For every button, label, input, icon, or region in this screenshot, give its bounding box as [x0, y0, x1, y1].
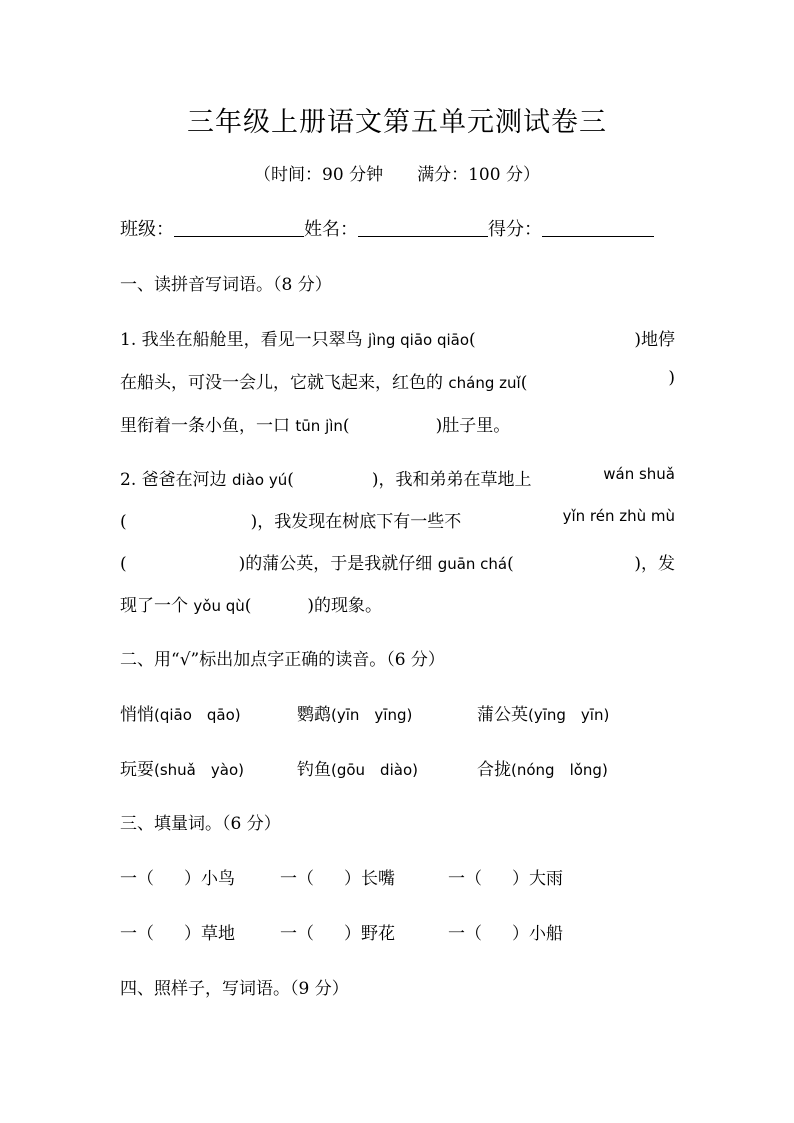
open-paren: ( — [520, 373, 528, 393]
section-1-heading: 一、读拼音写词语。（8 分） — [120, 275, 332, 295]
close-paren: ） — [344, 869, 361, 889]
open-paren: ( — [469, 330, 476, 350]
pinyin-options[interactable]: (yīng yīn) — [528, 706, 610, 724]
word: 钓鱼 — [297, 760, 331, 780]
open-paren: ( — [120, 554, 127, 574]
pinyin-options[interactable]: (yīn yīng) — [331, 706, 413, 724]
exam-meta — [0, 160, 794, 185]
prefix: 一（ — [280, 924, 314, 944]
pinyin-options[interactable]: (nóng lǒng) — [511, 761, 608, 779]
q1-text-e: )肚子里。 — [435, 416, 511, 436]
q2-text-g: )的现象。 — [307, 596, 383, 616]
pinyin-jing-qiao-qiao: jìng qiāo qiāo — [368, 331, 470, 349]
pinyin-chang-zui: cháng zuǐ — [448, 374, 521, 392]
close-paren: ） — [512, 924, 529, 944]
pinyin-options[interactable]: (shuǎ yào) — [154, 761, 244, 779]
q1-text-c: 在船头，可没一会儿，它就飞起来，红色的 — [120, 373, 449, 393]
section-4-heading: 四、照样子，写词语。（9 分） — [120, 979, 349, 999]
q2-line-4 — [120, 591, 382, 616]
page-title: 三年级上册语文第五单元测试卷三 — [187, 107, 607, 138]
q1-line-1 — [120, 325, 675, 350]
prefix: 一（ — [448, 869, 482, 889]
measure-word-item — [120, 919, 235, 944]
class-label: 班级： — [120, 219, 174, 240]
close-paren: ） — [184, 924, 201, 944]
name-label: 姓名： — [304, 219, 358, 240]
q2-line-3 — [120, 549, 675, 574]
q1-text-a: 1. 我坐在船舱里，看见一只翠鸟 — [120, 330, 369, 350]
q1-text-b: )地停 — [634, 330, 675, 350]
measure-word-item — [280, 864, 395, 889]
prefix: 一（ — [120, 869, 154, 889]
q2-text-b: )，我和弟弟在草地上 — [371, 470, 532, 490]
pinyin-yin-ren-zhu-mu: yǐn rén zhù mù — [562, 507, 675, 525]
word: 鹦鹉 — [297, 705, 331, 725]
section-2-heading: 二、用“√”标出加点字正确的读音。（6 分） — [120, 650, 445, 670]
pronunciation-item — [477, 700, 609, 725]
pinyin-you-qu: yǒu qù — [193, 597, 245, 615]
close-paren: ） — [184, 869, 201, 889]
prefix: 一（ — [280, 869, 314, 889]
prefix: 一（ — [448, 924, 482, 944]
pinyin-wan-shua: wán shuǎ — [603, 465, 675, 483]
class-blank[interactable] — [174, 218, 304, 237]
student-info-row — [120, 215, 654, 241]
pronunciation-item — [297, 700, 412, 725]
noun: 草地 — [201, 924, 235, 944]
q2-line-2 — [120, 507, 675, 532]
pronunciation-item — [477, 755, 608, 780]
pinyin-options[interactable]: (qiāo qāo) — [154, 706, 241, 724]
q2-text-c: )，我发现在树底下有一些不 — [250, 512, 462, 532]
word: 蒲公英 — [477, 705, 528, 725]
name-blank[interactable] — [358, 218, 488, 237]
pronunciation-item — [297, 755, 418, 780]
time-label: （时间：90 分钟 — [254, 165, 384, 185]
measure-word-item — [280, 919, 395, 944]
q2-line-1 — [120, 465, 675, 490]
open-paren: ( — [342, 416, 350, 436]
word: 合拢 — [477, 760, 511, 780]
full-score-label: 满分：100 分） — [417, 165, 540, 185]
close-paren: ） — [344, 924, 361, 944]
q1-line-3 — [120, 411, 510, 436]
noun: 小鸟 — [201, 869, 235, 889]
pronunciation-item — [120, 755, 244, 780]
close-paren: ） — [512, 869, 529, 889]
close-paren: ) — [668, 368, 675, 388]
noun: 大雨 — [529, 869, 563, 889]
score-blank[interactable] — [542, 218, 654, 237]
open-paren: ( — [507, 554, 514, 574]
measure-word-item — [120, 864, 235, 889]
q2-text-f: 现了一个 — [120, 596, 194, 616]
score-label: 得分： — [488, 219, 542, 240]
pinyin-diao-yu: diào yú — [232, 471, 288, 489]
noun: 野花 — [361, 924, 395, 944]
q2-text-a: 2. 爸爸在河边 — [120, 470, 233, 490]
measure-word-item — [448, 864, 563, 889]
noun: 长嘴 — [361, 869, 395, 889]
q2-text-e: )，发 — [634, 554, 675, 574]
open-paren: ( — [287, 470, 294, 490]
pinyin-options[interactable]: (gōu diào) — [331, 761, 418, 779]
word: 玩耍 — [120, 760, 154, 780]
q2-text-d: )的蒲公英，于是我就仔细 — [238, 554, 438, 574]
open-paren: ( — [120, 512, 127, 532]
q1-text-d: 里衔着一条小鱼，一口 — [120, 416, 296, 436]
measure-word-item — [448, 919, 563, 944]
pinyin-guan-cha: guān chá — [437, 555, 508, 573]
pronunciation-item — [120, 700, 241, 725]
section-3-heading: 三、填量词。（6 分） — [120, 814, 281, 834]
word: 悄悄 — [120, 705, 154, 725]
noun: 小船 — [529, 924, 563, 944]
open-paren: ( — [244, 596, 252, 616]
prefix: 一（ — [120, 924, 154, 944]
pinyin-tun-jin: tūn jìn — [295, 417, 343, 435]
q1-line-2 — [120, 368, 675, 393]
